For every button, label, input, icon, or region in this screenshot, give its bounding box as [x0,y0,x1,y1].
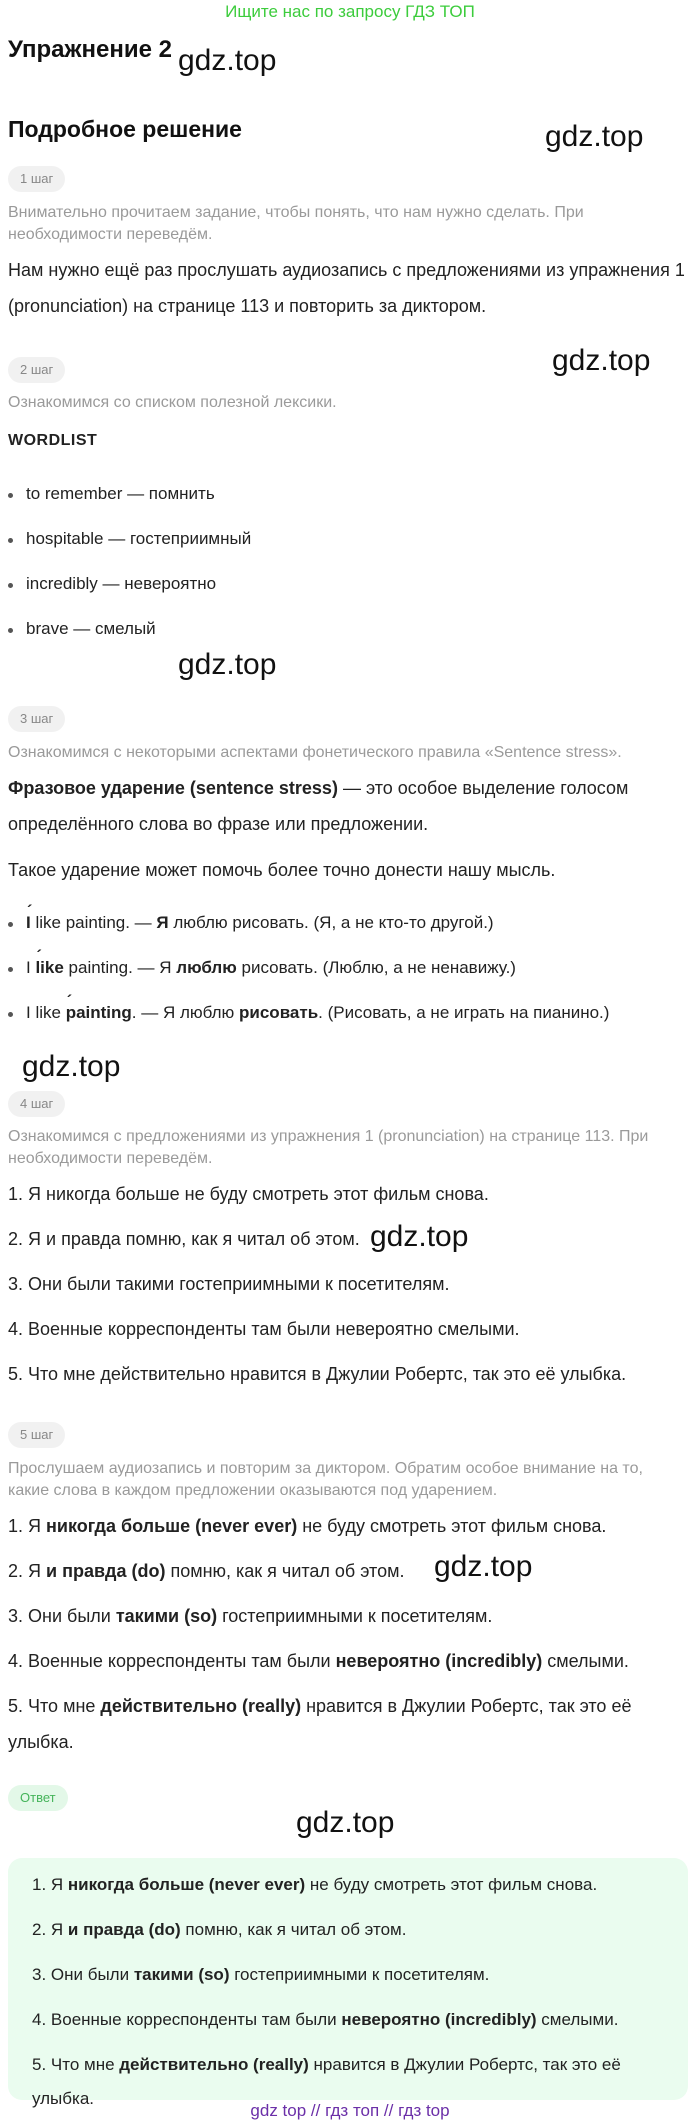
answer-badge: Ответ [8,1785,68,1811]
example-item [26,913,494,933]
watermark: gdz.top [552,344,651,377]
word-item: hospitable — гостеприимный [26,529,252,548]
definition-rest: — это особое выделение голосом определённого слова во фразе или предложении. [8,778,629,834]
stressed-phrase: действительно (really) [119,2055,309,2074]
watermark: gdz.top [178,44,277,77]
example-part: like painting. — [30,913,157,932]
step-text: Нам нужно ещё раз прослушать аудиозапись с предложениями из упражнения 1 (pronunciation) на странице 113 и повторить за диктором. [8,260,685,316]
wordlist-title: WORDLIST [8,432,98,449]
line-part: 2. Я [8,1561,47,1581]
exercise-title: Упражнение 2 [8,36,172,63]
example-item [26,1003,609,1023]
line-part: смелыми. [542,1651,629,1671]
example-item [26,958,516,978]
stressed-phrase: невероятно (incredibly) [341,2010,537,2029]
word-item: to remember — помнить [26,484,215,503]
example-part: . (Рисовать, а не играть на пианино.) [318,1003,610,1022]
sentence-line: 2. Я и правда помню, как я читал об этом. [8,1229,360,1249]
line-part: 1. Я [32,1875,68,1894]
search-banner[interactable]: Ищите нас по запросу ГДЗ ТОП [225,2,475,21]
definition-term: Фразовое ударение (sentence stress) [8,778,338,798]
watermark: gdz.top [434,1550,533,1583]
step-badge: 5 шаг [8,1422,65,1448]
step-badge: 3 шаг [8,706,65,732]
stressed-phrase: действительно (really) [100,1696,302,1716]
sentence-line: 3. Они были такими гостеприимными к посетителям. [8,1274,450,1294]
step-badge: 4 шаг [8,1091,65,1117]
line-part: 1. Я [8,1516,47,1536]
example-part: люблю рисовать. (Я, а не кто-то другой.) [168,913,494,932]
stressed-phrase: и правда (do) [46,1561,166,1581]
stressed-phrase: невероятно (incredibly) [335,1651,543,1671]
watermark: gdz.top [296,1806,395,1839]
step-note: Ознакомимся со списком полезной лексики. [8,394,337,411]
stressed-line [8,1598,688,1634]
stressed-line [8,1688,688,1760]
line-part: 5. Что мне [8,1696,101,1716]
stressed-line [8,1553,688,1589]
step-note: Ознакомимся с предложениями из упражнения 1 (pronunciation) на странице 113. При необходимости переведём. [8,1128,649,1167]
line-part: гостеприимными к посетителям. [229,1965,490,1984]
footer-links[interactable]: gdz top // гдз топ // гдз top [250,2101,450,2120]
stressed-word: люблю [176,958,237,977]
word-item: brave — смелый [26,619,156,638]
line-part: 5. Что мне [32,2055,120,2074]
stressed-word: Я [156,913,169,932]
line-part: 4. Военные корреспонденты там были [32,2010,342,2029]
stressed-word: like ´ [35,958,63,977]
line-part: не буду смотреть этот фильм снова. [305,1875,598,1894]
example-part: . — Я люблю [131,1003,240,1022]
line-part: 2. Я [32,1920,68,1939]
word-item: incredibly — невероятно [26,574,217,593]
stressed-line [8,1508,688,1544]
stressed-phrase: такими (so) [133,1965,230,1984]
step-badge: 1 шаг [8,166,65,192]
line-part: 3. Они были [32,1965,134,1984]
stressed-phrase: такими (so) [115,1606,218,1626]
sentence-line: 4. Военные корреспонденты там были невероятно смелыми. [8,1319,520,1339]
answer-line [32,1868,672,1902]
watermark: gdz.top [178,648,277,681]
definition-text [8,770,688,842]
example-part: I [26,958,36,977]
stressed-phrase: никогда больше (never ever) [67,1875,306,1894]
sentence-line: 5. Что мне действительно нравится в Джулии Робертс, так это её улыбка. [8,1364,627,1384]
line-part: не буду смотреть этот фильм снова. [297,1516,607,1536]
step-note: Ознакомимся с некоторыми аспектами фонетического правила «Sentence stress». [8,744,622,761]
answer-line [32,1958,672,1992]
line-part: помню, как я читал об этом. [165,1561,405,1581]
sentence-line: 1. Я никогда больше не буду смотреть этот фильм снова. [8,1184,489,1204]
example-part: painting. — Я [63,958,177,977]
line-part: гостеприимными к посетителям. [217,1606,493,1626]
step-note: Прослушаем аудиозапись и повторим за диктором. Обратим особое внимание на то, какие слова в каждом предложении оказываются под ударением. [8,1460,643,1499]
stressed-word: рисовать [239,1003,319,1022]
answer-line [32,1913,672,1947]
stressed-line [8,1643,688,1679]
step-note: Внимательно прочитаем задание, чтобы понять, что нам нужно сделать. При необходимости переведём. [8,204,584,243]
line-part: помню, как я читал об этом. [180,1920,407,1939]
watermark: gdz.top [545,120,644,153]
line-part: смелыми. [536,2010,619,2029]
line-part: 4. Военные корреспонденты там были [8,1651,336,1671]
solution-title: Подробное решение [8,116,242,142]
stressed-word: I ´ [26,913,31,932]
example-part: рисовать. (Люблю, а не ненавижу.) [236,958,516,977]
step-text: Такое ударение может помочь более точно донести нашу мысль. [8,860,556,880]
stressed-phrase: и правда (do) [67,1920,181,1939]
watermark: gdz.top [370,1220,469,1253]
line-part: нравится в Джулии Робертс, так это её улыбка. [8,1696,632,1752]
line-part: нравится в Джулии Робертс, так это её улыбка. [32,2055,621,2108]
step-badge: 2 шаг [8,357,65,383]
line-part: 3. Они были [8,1606,116,1626]
stressed-word: painting ´ [66,1003,132,1022]
watermark: gdz.top [22,1050,121,1083]
stressed-phrase: никогда больше (never ever) [46,1516,298,1536]
example-part: I like [26,1003,66,1022]
answer-line [32,2003,672,2037]
